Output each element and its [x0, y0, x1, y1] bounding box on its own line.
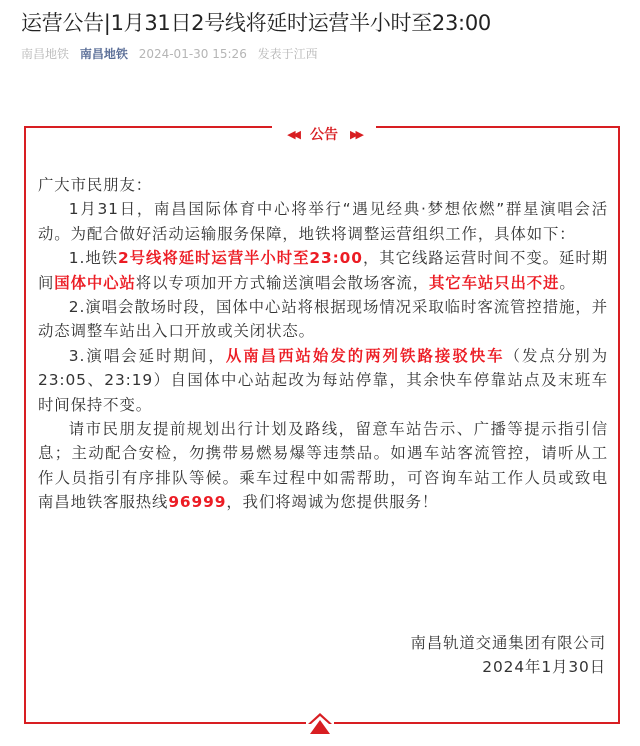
signature-org: 南昌轨道交通集团有限公司 — [410, 634, 606, 652]
article-title: 运营公告|1月31日2号线将延时运营半小时至23:00 — [21, 11, 491, 35]
notice-body — [38, 173, 608, 515]
meta-source: 南昌地铁 — [21, 47, 70, 61]
triangle-up-icon — [306, 712, 334, 736]
closing-text: ，我们将竭诚为您提供服务！ — [226, 493, 439, 512]
item-1-highlight-station: 国体中心站 — [54, 273, 136, 292]
closing-text: 请市民朋友提前规划出行计划及路线，留意车站告示、广播等提示指引信息；主动配合安检，勿携带易燃易爆等违禁品。如遇车站客流管控，请听从工作人员指引有序排队等候。乘车过程中如需帮助，可咨询车站工作人员或致电南昌地铁客服热线 — [38, 420, 608, 512]
double-chevron-left-icon: ◀◀ — [287, 127, 298, 141]
item-1-highlight-exit-only: 其它车站只出不进 — [429, 273, 560, 292]
item-1-text: ，其它线路运营时间不变。延时期间 — [38, 249, 608, 292]
meta-datetime: 2024-01-30 15:26 — [138, 47, 247, 61]
article-meta — [21, 46, 325, 62]
signature — [411, 631, 607, 680]
item-3-paragraph — [38, 344, 608, 417]
item-1-paragraph — [38, 246, 608, 295]
item-1-highlight-line2: 2号线将延时运营半小时至23:00 — [118, 249, 363, 268]
item-1-text: 1.地铁 — [68, 249, 119, 268]
greeting: 广大市民朋友： — [38, 176, 153, 194]
item-3-highlight-trains: 从南昌西站始发的两列铁路接驳快车 — [225, 346, 505, 365]
intro-paragraph: 1月31日，南昌国际体育中心将举行“遇见经典·梦想依燃”群星演唱会活动。为配合做好活动运输服务保障，地铁将调整运营组织工作，具体如下： — [38, 200, 608, 243]
closing-paragraph — [38, 417, 608, 515]
item-1-text: 将以专项加开方式输送演唱会散场客流， — [135, 273, 429, 292]
item-2-paragraph: 2.演唱会散场时段，国体中心站将根据现场情况采取临时客流管控措施，并动态调整车站出入口开放或关闭状态。 — [38, 298, 608, 341]
signature-date: 2024年1月30日 — [482, 658, 606, 677]
notice-header-label: 公告 — [310, 127, 338, 143]
item-3-text: （发点分别为23:05、23:19）自国体中心站起改为每站停靠，其余快车停靠站点及末班车时间保持不变。 — [38, 346, 609, 414]
meta-location: 发表于江西 — [257, 47, 318, 61]
item-1-text: 。 — [559, 273, 576, 292]
notice-header — [272, 120, 376, 148]
double-chevron-right-icon: ▶▶ — [350, 127, 361, 141]
item-3-text: 3.演唱会延时期间， — [68, 346, 226, 365]
hotline-number: 96999 — [168, 493, 227, 512]
meta-author-link[interactable]: 南昌地铁 — [79, 47, 128, 61]
